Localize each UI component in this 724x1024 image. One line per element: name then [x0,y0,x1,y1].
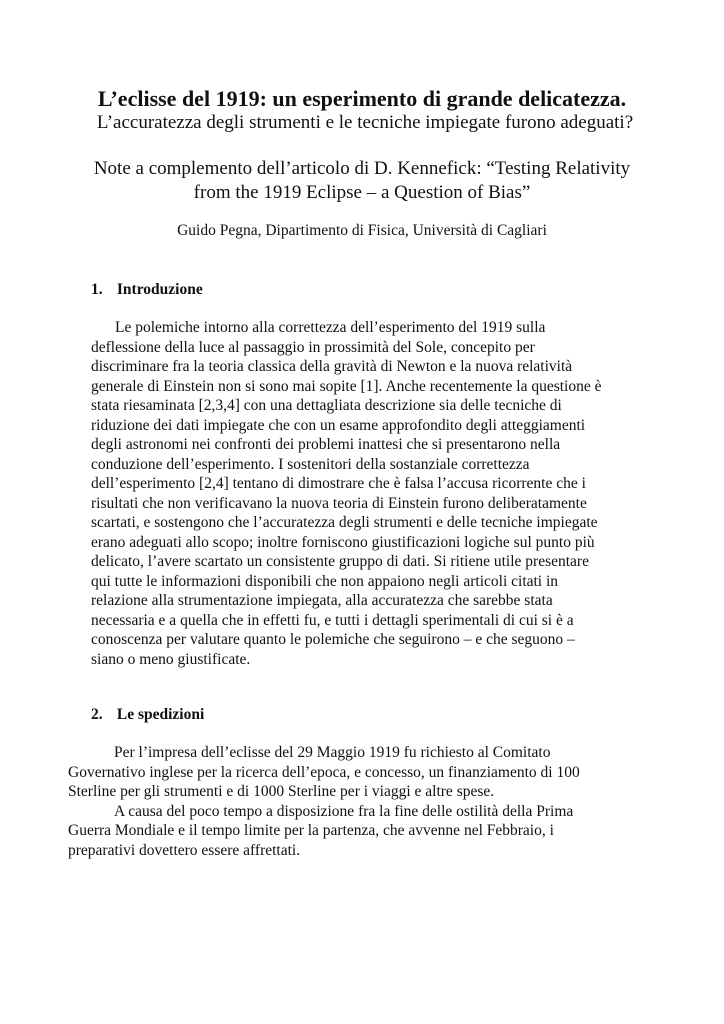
paragraph-line: erano adeguati allo scopo; inoltre forniscono giustificazioni logiche sul punto più [91,533,595,551]
section-number: 2. [91,706,103,723]
paragraph-line: Guerra Mondiale e il tempo limite per la partenza, che avvenne nel Febbraio, i [68,822,554,839]
paragraph-line: degli astronomi nei confronti dei problemi inattesi che si presentarono nella [91,436,561,453]
author-affiliation: Guido Pegna, Dipartimento di Fisica, Università di Cagliari [177,222,547,239]
paragraph-line: conoscenza per valutare quanto le polemiche che seguirono – e che seguono – [91,631,575,648]
document-title: L’eclisse del 1919: un esperimento di grande delicatezza. [97,86,627,111]
paragraph-line: scartati, e sostengono che l’accuratezza degli strumenti e delle tecniche impiegate [91,514,598,531]
section-body-le-spedizioni [68,743,580,860]
paragraph-line: necessaria e a quella che in effetti fu, e tutti i dettagli sperimentali di cui si è a [91,611,574,629]
paragraph-line: discriminare fra la teoria classica della gravità di Newton e la nuova relatività [91,358,573,375]
section-number: 1. [91,281,103,298]
article-note-line: Note a complemento dell’articolo di D. Kennefick: “Testing Relativity [93,158,631,179]
paragraph-line: stata riesaminata [2,3,4] con una dettagliata descrizione sia delle tecniche di [91,397,562,414]
article-note-line: from the 1919 Eclipse – a Question of Bias” [193,182,531,203]
paragraph-line: dell’esperimento [2,4] tentano di dimostrare che è falsa l’accusa ricorrente che i [91,475,586,492]
paragraph-line: siano o meno giustificate. [91,650,251,668]
paragraph-line: relazione alla strumentazione impiegata, alla accuratezza che sarebbe stata [91,592,553,609]
paragraph-line: Governativo inglese per la ricerca dell’epoca, e concesso, un finanziamento di 100 [68,763,580,781]
section-heading-introduzione [91,280,203,300]
paragraph-line: generale di Einstein non si sono mai sopite [1]. Anche recentemente la questione è [91,377,602,395]
section-title: Introduzione [116,281,203,298]
paragraph-line: deflessione della luce al passaggio in prossimità del Sole, concepito per [91,338,535,356]
section-title: Le spedizioni [116,706,205,723]
paragraph-line: riduzione dei dati impiegate che con un esame approfondito degli atteggiamenti [91,416,586,434]
section-heading-le-spedizioni [91,705,204,725]
paragraph-line: Per l’impresa dell’eclisse del 29 Maggio 1919 fu richiesto al Comitato [114,744,551,761]
paragraph-line: risultati che non verificavano la nuova teoria di Einstein furono deliberatamente [91,494,587,512]
paragraph-line: delicato, l’avere scartato un consistente gruppo di dati. Si ritiene utile presentare [91,553,589,570]
paragraph-line: Le polemiche intorno alla correttezza dell’esperimento del 1919 sulla [115,319,546,336]
paragraph-line: Sterline per gli strumenti e di 1000 Sterline per i viaggi e altre spese. [68,783,495,800]
document-subtitle: L’accuratezza degli strumenti e le tecniche impiegate furono adeguati? [96,112,634,133]
paragraph-line: A causa del poco tempo a disposizione fra la fine delle ostilità della Prima [114,802,574,820]
paragraph-line: qui tutte le informazioni disponibili che non appaiono negli articoli citati in [91,572,559,590]
paragraph-line: preparativi dovettero essere affrettati. [68,841,301,859]
article-note [60,157,664,205]
section-body-introduzione [91,318,601,669]
paragraph-line: conduzione dell’esperimento. I sostenitori della sostanziale correttezza [91,455,530,473]
